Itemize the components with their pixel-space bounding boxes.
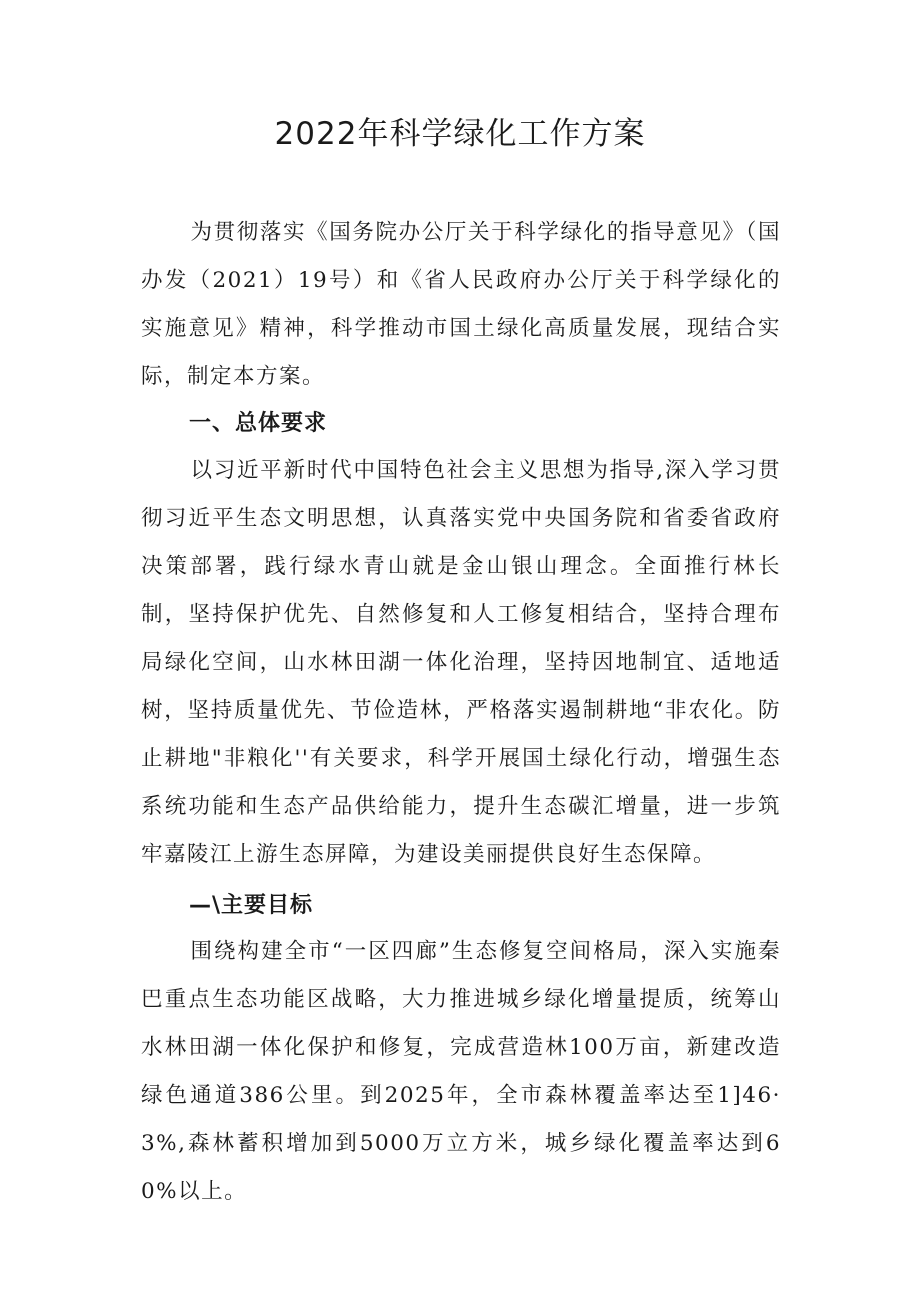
section-heading-general-requirements: 一、总体要求 xyxy=(189,411,328,436)
document-title: 2022年科学绿化工作方案 xyxy=(274,116,646,152)
general-requirements-paragraph: 以习近平新时代中国特色社会主义思想为指导,深入学习贯彻习近平生态文明思想，认真落实党中央国务院和省委省政府决策部署，践行绿水青山就是金山银山理念。全面推行林长制，坚持保护优先、自然修复和人工修复相结合，坚持合理布局绿化空间，山水林田湖一体化治理，坚持因地制宜、适地适树，坚持质量优先、节俭造林，严格落实遏制耕地“非农化。防止耕地"非粮化''有关要求，科学开展国土绿化行动，增强生态系统功能和生态产品供给能力，提升生态碳汇增量，进一步筑牢嘉陵江上游生态屏障，为建设美丽提供良好生态保障。 xyxy=(141,458,781,867)
intro-paragraph: 为贯彻落实《国务院办公厅关于科学绿化的指导意见》（国办发（2021）19号）和《省人民政府办公厅关于科学绿化的实施意见》精神，科学推动市国土绿化高质量发展，现结合实际，制定本方案。 xyxy=(141,220,781,389)
main-goals-paragraph: 围绕构建全市“一区四廊”生态修复空间格局，深入实施秦巴重点生态功能区战略，大力推进城乡绿化增量提质，统筹山水林田湖一体化保护和修复，完成营造林100万亩，新建改造绿色通道386公里。到2025年，全市森林覆盖率达至1]46·3%,森林蓄积增加到5000万立方米，城乡绿化覆盖率达到60%以上。 xyxy=(141,939,781,1204)
section-heading-main-goals: —\主要目标 xyxy=(189,893,314,918)
